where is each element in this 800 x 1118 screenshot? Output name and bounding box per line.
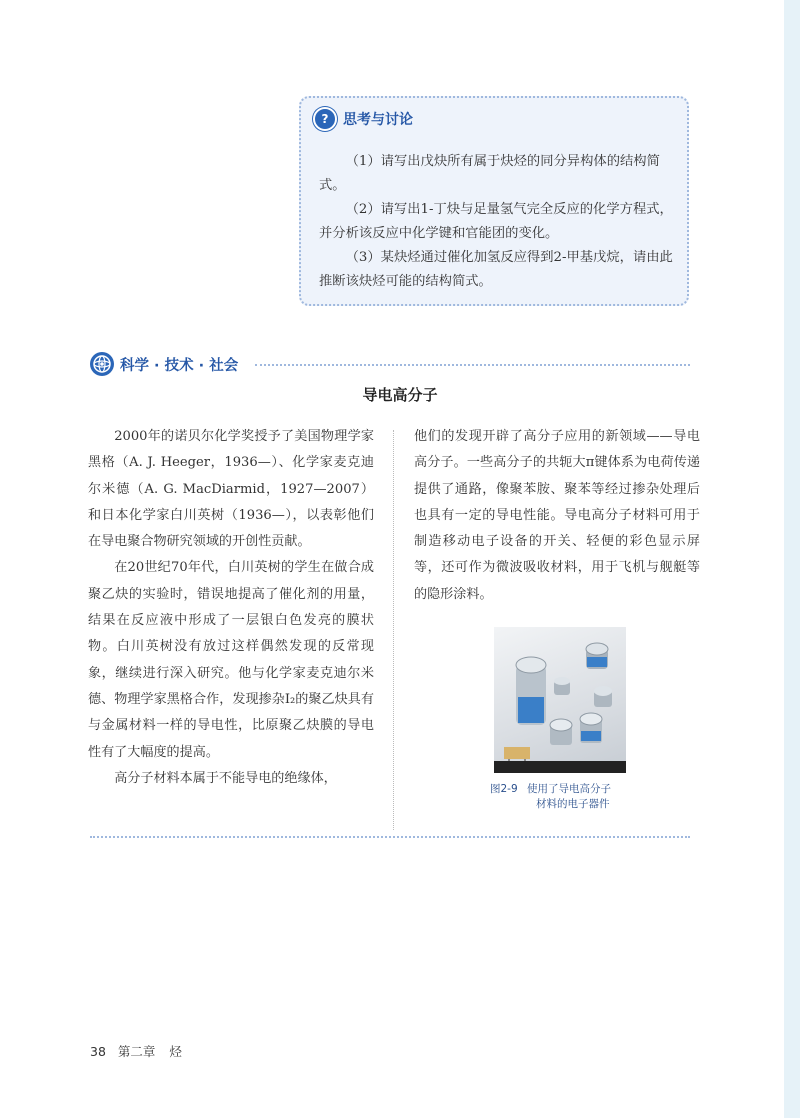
chapter-label: 第二章 [117, 1044, 156, 1059]
article-paragraph: 他们的发现开辟了高分子应用的新领域——导电高分子。一些高分子的共轭大π键体系为电荷传递提供了通路，像聚苯胺、聚苯等经过掺杂处理后也具有一定的导电性能。导电高分子材料可用于制造移动电子设备的开关、轻便的彩色显示屏等，还可作为微波吸收材料，用于飞机与舰艇等的隐形涂料。 [414, 429, 700, 602]
sts-emblem-icon [90, 352, 114, 376]
figure-caption-line: 使用了导电高分子 [527, 783, 611, 795]
discussion-item: （1）请写出戊炔所有属于炔烃的同分异构体的结构简式。 [319, 154, 660, 193]
section-header [90, 351, 238, 377]
article-paragraph: 在20世纪70年代，白川英树的学生在做合成聚乙炔的实验时，错误地提高了催化剂的用量，结果在反应液中形成了一层银白色发亮的膜状物。白川英树没有放过这样偶然发现的反常现象，继续进行深入研究。他与化学家麦克迪尔米德、物理学家黑格合作，发现掺杂I₂的聚乙炔具有与金属材料一样的导电性，比原聚乙炔膜的导电性有了大幅度的提高。 [88, 560, 374, 760]
figure-caption [490, 782, 660, 812]
article-paragraph: 高分子材料本属于不能导电的绝缘体， [114, 770, 337, 786]
discussion-header [313, 108, 413, 130]
page-number: 38 [90, 1044, 106, 1059]
discussion-box [299, 96, 689, 306]
column-divider [393, 430, 394, 830]
capacitors-photo [494, 627, 626, 773]
section-label: 烃 [169, 1044, 182, 1059]
article-paragraph: 2000年的诺贝尔化学奖授予了美国物理学家黑格（A. J. Heeger，1936—）、化学家麦克迪尔米德（A. G. MacDiarmid，1927—2007）和日本化学家白川英树（1936—），以表彰他们在导电聚合物研究领域的开创性贡献。 [88, 429, 374, 550]
section-divider [255, 364, 690, 366]
figure-caption-line: 材料的电子器件 [536, 798, 610, 810]
question-icon: ? [313, 107, 337, 131]
page-edge-strip [784, 0, 800, 1118]
article-title: 导电高分子 [362, 386, 438, 404]
bottom-divider [90, 836, 690, 838]
section-title: 科学 · 技术 · 社会 [120, 357, 239, 374]
discussion-title: 思考与讨论 [343, 112, 413, 128]
article-left-column [88, 424, 374, 792]
discussion-item: （3）某炔烃通过催化加氢反应得到2-甲基戊烷，请由此推断该炔烃可能的结构简式。 [319, 250, 673, 289]
discussion-item: （2）请写出1-丁炔与足量氢气完全反应的化学方程式，并分析该反应中化学键和官能团的变化。 [319, 202, 673, 241]
discussion-body [319, 150, 674, 294]
article-right-column [414, 424, 700, 608]
page-footer [90, 1042, 182, 1060]
figure-label: 图2-9 [490, 783, 518, 795]
